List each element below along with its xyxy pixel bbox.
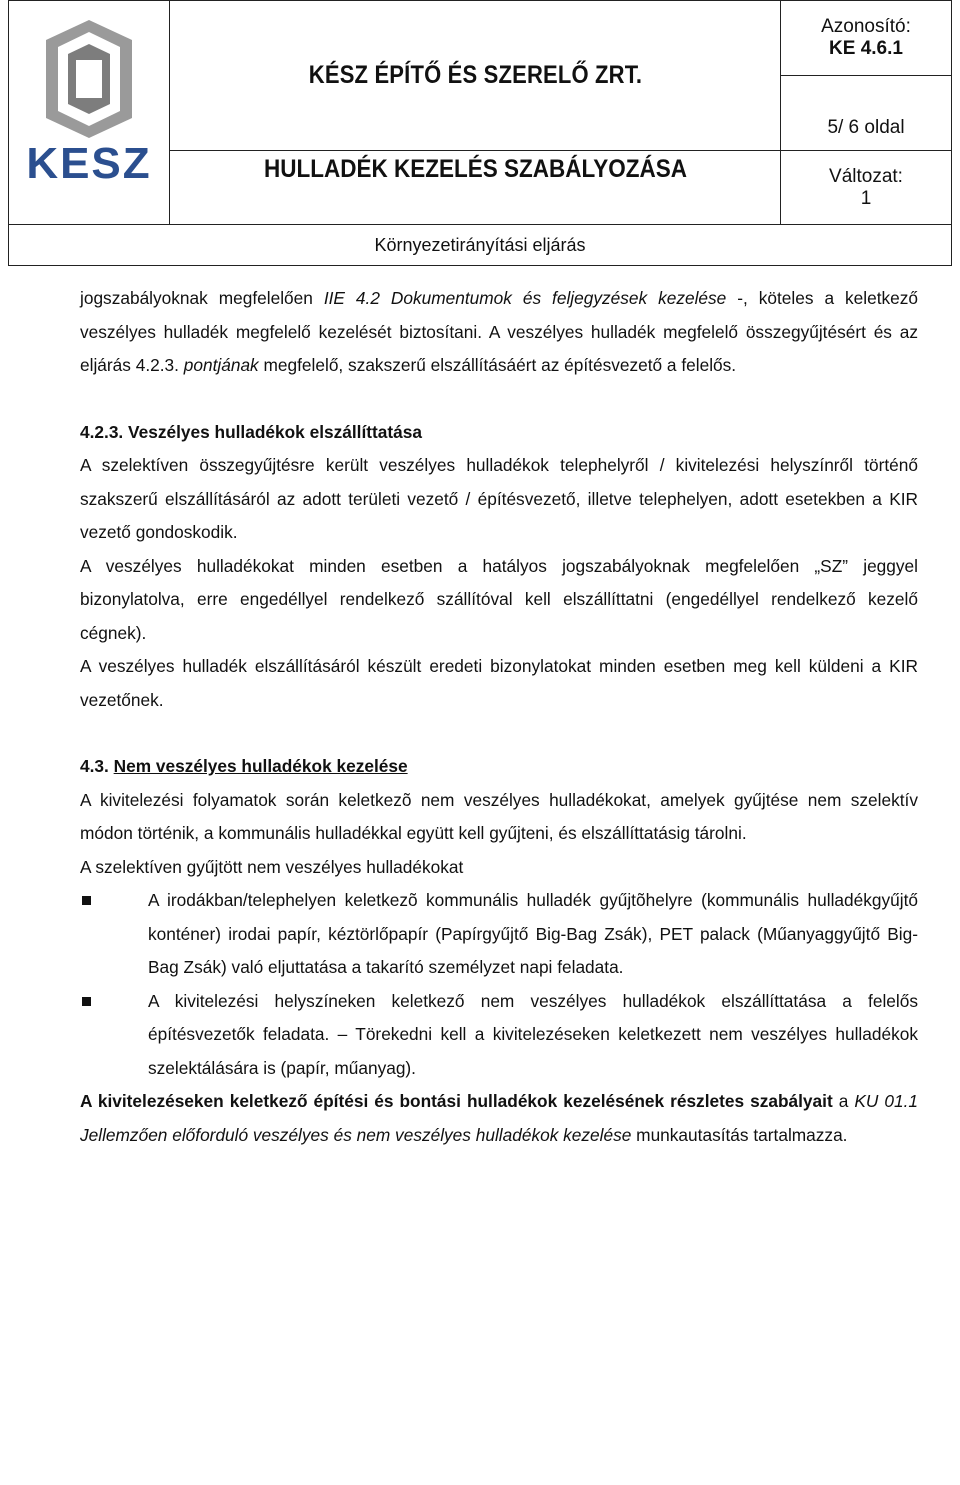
version xyxy=(781,151,952,225)
closing-text-end: munkautasítás tartalmazza. xyxy=(631,1124,848,1145)
version-label: Változat: xyxy=(829,165,903,187)
intro-text-3: megfelelő, szakszerű elszállításáért az építésvezető a felelős. xyxy=(258,355,737,375)
document-title: HULLADÉK KEZELÉS SZABÁLYOZÁSA xyxy=(200,151,750,225)
section-423-paragraph-3: A veszélyes hulladék elszállításáról készült eredeti bizonylatokat minden esetben meg kell küldeni a KIR vezetőnek. xyxy=(80,656,918,710)
closing-reference: KU 01.1 Jellemzően előforduló veszélyes és nem veszélyes hulladékok kezelése xyxy=(80,1091,918,1145)
section-423-paragraph-2: A veszélyes hulladékokat minden esetben a hatályos jogszabályoknak megfelelően „SZ” jeggyel bizonylatolva, erre engedéllyel rendelkező szállítóval kell elszállíttatni (engedéllyel rendelkező kezelő cégnek). xyxy=(80,555,918,643)
page-number xyxy=(781,76,952,151)
list-item-text: A irodákban/telephelyen keletkezõ kommunális hulladék gyűjtõhelyre (kommunális hulladékgyűjtő konténer) irodai papír, kéztörlőpapír (Papírgyűjtő Big-Bag Zsák), PET palack (Műanyaggyűjtő Big-Bag Zsák) való eljuttatása a takarító személyzet napi feladata. xyxy=(148,890,918,977)
section-43-number: 4.3. xyxy=(80,756,109,776)
intro-reference: IIE 4.2 Dokumentumok és feljegyzések kezelése xyxy=(323,288,727,308)
closing-text-a: a xyxy=(838,1091,855,1111)
logo-cell xyxy=(9,1,170,225)
section-43-paragraph-2: A szelektíven gyűjtött nem veszélyes hulladékokat xyxy=(80,856,464,877)
closing-bold-text: A kivitelezéseken keletkező építési és bontási hulladékok kezelésének részletes szabályait xyxy=(80,1091,833,1111)
bullet-icon xyxy=(82,896,91,905)
section-423-heading: 4.2.3. Veszélyes hulladékok elszállíttatása xyxy=(80,421,422,442)
document-id xyxy=(781,1,952,76)
section-43-paragraph-1: A kivitelezési folyamatok során keletkezõ nem veszélyes hulladékokat, amelyek gyűjtése nem szelektív módon történik, a kommunális hulladékkal együtt kell gyűjteni, és elszállíttatásig tárolni. xyxy=(80,789,918,843)
id-value: KE 4.6.1 xyxy=(829,38,903,59)
intro-paragraph xyxy=(80,282,918,383)
closing-paragraph xyxy=(80,1085,918,1152)
intro-reference-2: pontjának xyxy=(183,355,259,375)
bullet-icon xyxy=(82,997,91,1006)
document-subtitle: Környezetirányítási eljárás xyxy=(9,225,952,266)
document-body xyxy=(80,282,918,1152)
section-43-title: Nem veszélyes hulladékok kezelése xyxy=(113,756,408,776)
intro-text-2: -, köteles a keletkező veszélyes hulladék megfelelő kezelését biztosítani. A veszélyes hulladék megfelelő összegyűjtésért és az eljárás 4.2.3. xyxy=(80,288,919,375)
id-label: Azonosító: xyxy=(821,16,911,38)
logo-text: KESZ xyxy=(26,139,152,188)
section-423-paragraph-1: A szelektíven összegyűjtésre került veszélyes hulladékok telephelyről / kivitelezési helyszínről történő szakszerű elszállításáról az adott területi vezető / építésvezető, illetve telephelyen, adott esetekben a KIR vezető gondoskodik. xyxy=(80,455,918,542)
list-item xyxy=(80,884,918,985)
kesz-logo-icon xyxy=(14,10,164,210)
list-item xyxy=(80,985,918,1086)
section-43-heading xyxy=(80,750,918,784)
document-header xyxy=(8,0,952,266)
intro-text-1: jogszabályoknak megfelelően xyxy=(80,288,324,308)
version-value: 1 xyxy=(860,187,872,209)
company-name: KÉSZ ÉPÍTŐ ÉS SZERELŐ ZRT. xyxy=(206,1,744,151)
page-value: 5/ 6 oldal xyxy=(827,117,905,139)
list-item-text: A kivitelezési helyszíneken keletkező nem veszélyes hulladékok elszállíttatása a felelős építésvezetők feladata. – Törekedni kell a kivitelezéseken keletkezett nem veszélyes hulladékok szelektálására is (papír, műanyag). xyxy=(148,990,918,1078)
